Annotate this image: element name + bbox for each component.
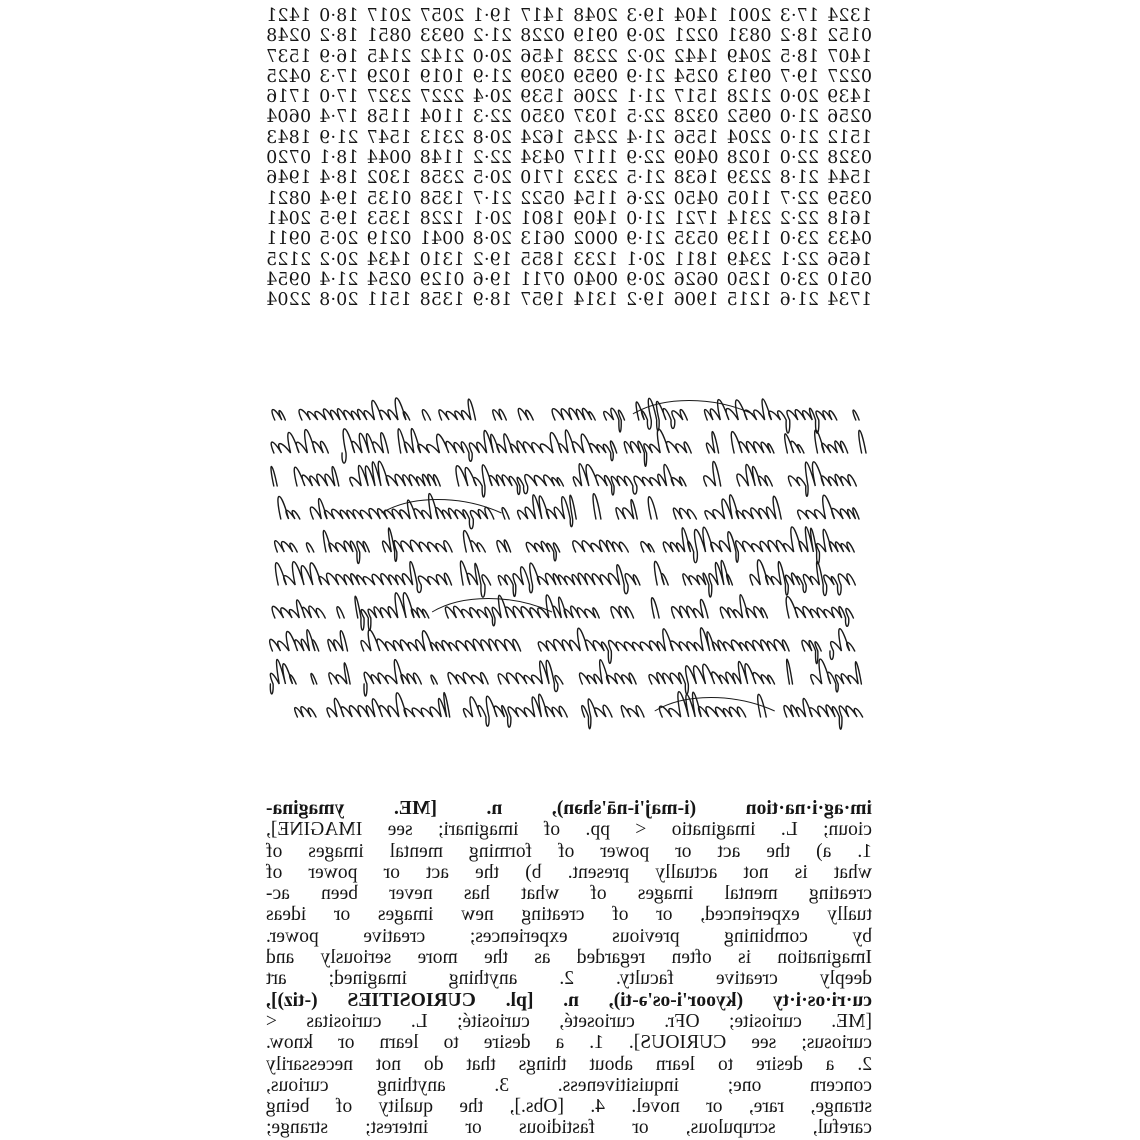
numbers-row: 1407 18·5 2049 1442 20·2 2238 1456 20·0 2142 2145 16·9 1537 — [266, 46, 872, 67]
handwriting-image — [266, 388, 872, 733]
numbers-row: 0227 19·7 0913 0254 21·9 0959 0309 21·9 1019 1029 17·3 0425 — [266, 66, 872, 87]
numbers-row: 0433 23·0 1139 0535 21·9 0002 0613 20·8 0041 0219 20·5 0911 — [266, 229, 872, 250]
dictionary-line: curiosus; see CURIOUS]. 1. a desire to learn or know. — [266, 1032, 872, 1054]
dictionary-line: concern one; inquisitiveness. 3. anything curious, — [266, 1074, 872, 1096]
numbers-row: 1734 21·6 1215 1906 19·2 1314 1957 18·9 1358 1511 20·8 2204 — [266, 290, 872, 311]
numbers-row: 0510 23·0 1250 0626 20·9 0040 0711 19·6 0129 0254 21·4 0954 — [266, 269, 872, 290]
handwriting-line — [272, 398, 859, 433]
dictionary-entry-stamp — [266, 798, 872, 1140]
numbers-row: 1656 22·1 2349 1811 20·1 1233 1855 19·2 1310 1434 20·2 2125 — [266, 249, 872, 270]
numbers-row: 1439 20·0 2128 1517 21·1 2206 1539 20·4 2227 2327 17·0 1716 — [266, 87, 872, 108]
dictionary-line: [ME. curiosite; OFr. curioseté, curiosité; L. curiositas < — [266, 1010, 872, 1032]
dictionary-line: cu·ri·os·i·ty (kyoor'i-os'ə-ti), n. [pl. CURIOSITIES (-tiz)], — [266, 989, 872, 1011]
handwriting-line — [271, 429, 866, 467]
handwriting-line — [275, 527, 855, 564]
dictionary-line: careful, scrupulous, or fastidious or interest; strange; — [266, 1117, 872, 1139]
numbers-row: 1544 21·8 2239 1638 21·5 2323 1710 20·5 2358 1302 18·4 1946 — [266, 168, 872, 189]
dictionary-line: Imagination is often regarded as the more seriously and — [266, 947, 872, 969]
handwriting-line — [270, 628, 855, 664]
dictionary-line: deeply creative faculty. 2. anything imagined; art — [266, 968, 872, 990]
dictionary-line: strange, rare, or novel. 4. [Obs.], the quality of being — [266, 1096, 872, 1118]
handwriting-line — [268, 494, 859, 529]
handwriting-line — [272, 593, 853, 631]
numbers-row: 1512 21·0 2204 1556 21·4 2245 1624 20·8 2313 1547 21·9 1843 — [266, 127, 872, 148]
dictionary-line: tually experienced, or of creating new images or ideas — [266, 904, 872, 926]
dictionary-line: creating mental images of what has never been ac- — [266, 883, 872, 905]
dictionary-line: cioun; L. imaginatio < pp. of imaginari; see IMAGINE], — [266, 819, 872, 841]
script-letter-stamp — [266, 388, 872, 733]
numbers-row: 1324 17·3 2001 1404 19·3 2048 1417 19·1 2057 2017 18·0 1421 — [266, 6, 872, 26]
dictionary-line: by combining previous experiences; creative power. — [266, 925, 872, 947]
numbers-table-stamp — [266, 6, 872, 332]
numbers-row: 0359 22·7 1105 0450 22·6 1154 0522 21·7 1358 0135 19·4 0821 — [266, 188, 872, 209]
numbers-row: 0256 21·0 0952 0328 22·5 1037 0350 22·3 1104 1158 17·4 0604 — [266, 107, 872, 128]
dictionary-line: what is not actually present. b) the act or power of — [266, 861, 872, 883]
handwriting-line — [271, 461, 856, 497]
handwriting-line — [278, 692, 863, 730]
numbers-row: 0328 22·0 1028 0409 22·9 1117 0434 22·2 1148 0044 18·1 0720 — [266, 148, 872, 169]
handwriting-line — [266, 659, 861, 696]
dictionary-line: 2. a desire to learn about things that do not necessarily — [266, 1053, 872, 1075]
dictionary-line: im·ag·i·na·tion (i-maj'i-nā'shən), n. [ME. ymagina- — [266, 798, 872, 819]
numbers-row: 1618 22·2 2314 1721 21·0 1409 1801 20·1 1228 1353 19·5 2041 — [266, 208, 872, 229]
handwriting-line — [275, 560, 855, 597]
numbers-row: 0152 18·2 0831 0221 20·9 0919 0228 21·2 0933 0851 18·2 0248 — [266, 26, 872, 47]
dictionary-line: 1. a) the act or power of forming mental images of — [266, 840, 872, 862]
